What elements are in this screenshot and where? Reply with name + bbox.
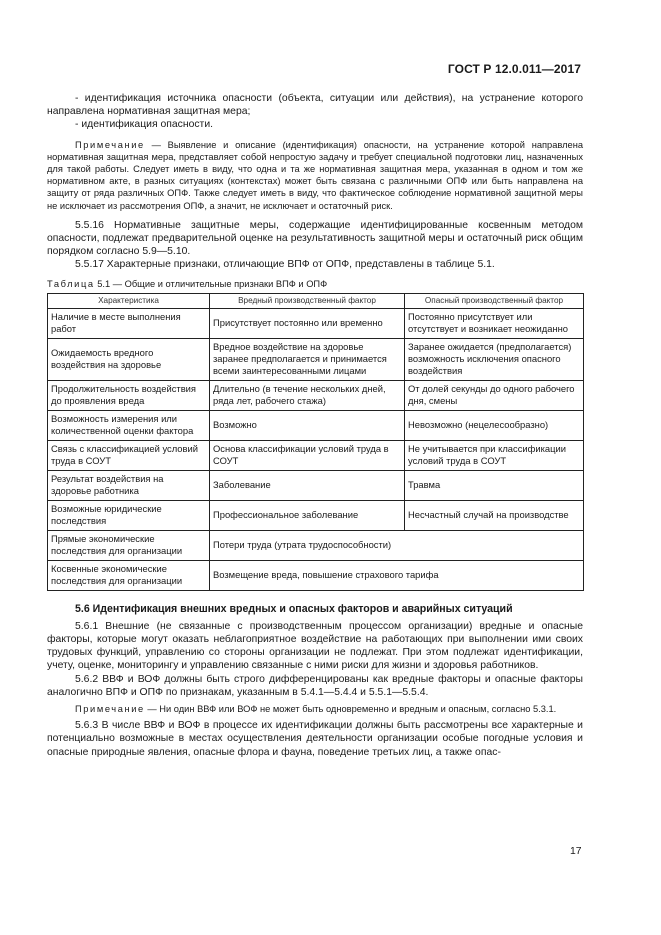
comparison-table [47, 293, 584, 591]
table-caption-text: 5.1 — Общие и отличительные признаки ВПФ и ОПФ [94, 278, 328, 289]
table-cell: Длительно (в течение нескольких дней, ряда лет, рабочего стажа) [210, 380, 405, 410]
note-label: Примечание [75, 139, 145, 150]
table-cell: Возможно [210, 410, 405, 440]
paragraph-5-6-3: 5.6.3 В числе ВВФ и ВОФ в процессе их идентификации должны быть рассмотрены все характерные и потенциально возможные в местах осуществления деятельности организации особые погодные условия и опасные природные явления, опасные флора и фауна, поведение третьих лиц, а также опас- [47, 720, 583, 758]
table-cell: Результат воздействия на здоровье работника [48, 470, 210, 500]
table-caption [47, 279, 583, 289]
table-row [48, 380, 584, 410]
note-label: Примечание [75, 704, 145, 715]
table-cell: Не учитывается при классификации условий труда в СОУТ [405, 440, 584, 470]
table-cell: Травма [405, 470, 584, 500]
column-header-characteristic: Характеристика [48, 293, 210, 308]
table-cell: Прямые экономические последствия для организации [48, 530, 210, 560]
table-cell: Возможные юридические последствия [48, 500, 210, 530]
table-cell: Невозможно (нецелесообразно) [405, 410, 584, 440]
paragraph-5-6-1: 5.6.1 Внешние (не связанные с производственным процессом организации) вредные и опасные факторы, которые могут оказать неблагоприятное воздействие на работающих при выполнении ими своих трудовых функций, управлению со стороны организации не подлежат. При этом подлежат идентификации, учету, оценке, мониторингу и управлению связанные с ними риски для жизни и здоровья работников. [47, 620, 583, 672]
table-caption-label: Таблица [47, 278, 95, 289]
table-row [48, 338, 584, 380]
table-cell-merged: Возмещение вреда, повышение страхового тарифа [210, 560, 584, 590]
table-cell: Несчастный случай на производстве [405, 500, 584, 530]
column-header-harmful-factor: Вредный производственный фактор [210, 293, 405, 308]
table-cell: Ожидаемость вредного воздействия на здоровье [48, 338, 210, 380]
paragraph-5-5-16: 5.5.16 Нормативные защитные меры, содержащие идентифицированные косвенным методом опасности, подлежат предварительной оценке на результативность защитной меры и остаточный риск общим порядком согласно 5.9—5.10. [47, 219, 583, 258]
table-row [48, 410, 584, 440]
paragraph-5-6-2: 5.6.2 ВВФ и ВОФ должны быть строго дифференцированы как вредные факторы и опасные факторы аналогично ВПФ и ОПФ по признакам, указанным в 5.4.1—5.4.4 и 5.5.1—5.5.4. [47, 673, 583, 698]
list-item-hazard: - идентификация опасности. [75, 119, 214, 131]
table-row [48, 308, 584, 338]
table-header-row [48, 293, 584, 308]
column-header-dangerous-factor: Опасный производственный фактор [405, 293, 584, 308]
table-cell: Наличие в месте выполнения работ [48, 308, 210, 338]
table-cell: Косвенные экономические последствия для организации [48, 560, 210, 590]
table-cell: Связь с классификацией условий труда в СОУТ [48, 440, 210, 470]
table-cell: Постоянно присутствует или отсутствует и возникает неожиданно [405, 308, 584, 338]
section-heading-5-6: 5.6 Идентификация внешних вредных и опасных факторов и аварийных ситуаций [75, 602, 513, 615]
table-cell: Вредное воздействие на здоровье заранее предполагается и принимается всеми заинтересованными лицами [210, 338, 405, 380]
table-cell: Основа классификации условий труда в СОУТ [210, 440, 405, 470]
table-cell: Возможность измерения или количественной оценки фактора [48, 410, 210, 440]
page-content [47, 92, 583, 759]
table-cell-merged: Потери труда (утрата трудоспособности) [210, 530, 584, 560]
document-code-header: ГОСТ Р 12.0.011—2017 [447, 62, 581, 76]
note-paragraph-2 [47, 703, 583, 715]
table-cell: Продолжительность воздействия до проявления вреда [48, 380, 210, 410]
table-row [48, 440, 584, 470]
table-row-merged [48, 530, 584, 560]
page-number: 17 [570, 846, 582, 857]
table-cell: Профессиональное заболевание [210, 500, 405, 530]
table-cell: Заболевание [210, 470, 405, 500]
table-cell: Заранее ожидается (предполагается) возможность исключения опасного воздействия [405, 338, 584, 380]
table-row [48, 500, 584, 530]
table-cell: От долей секунды до одного рабочего дня, смены [405, 380, 584, 410]
note-text: — Выявление и описание (идентификация) опасности, на устранение которой направлена нормативная защитная мера, представляет собой непростую задачу и требует специальной подготовки лиц, назначенных для такой работы. Следует иметь в виду, что одна и та же нормативная защитная мера, указанная в одном и том же нормативном акте, в разных ситуациях (контекстах) может быть связана с различными ОПФ или быть направлена на защиту от ряда различных ОПФ. Также следует иметь в виду, что фактическое соблюдение нормативной защитной меры не исключает из рассмотрения ОПФ, а значит, не исключает и остаточный риск. [47, 139, 583, 211]
note-text: — Ни один ВВФ или ВОФ не может быть одновременно и вредным и опасным, согласно 5.3.1. [144, 704, 557, 715]
note-paragraph-1 [47, 139, 583, 212]
table-row-merged [48, 560, 584, 590]
list-item-hazard-source: - идентификация источника опасности (объекта, ситуации или действия), на устранение которого направлена нормативная защитная мера; [47, 93, 583, 118]
table-cell: Присутствует постоянно или временно [210, 308, 405, 338]
table-row [48, 470, 584, 500]
paragraph-5-5-17: 5.5.17 Характерные признаки, отличающие ВПФ от ОПФ, представлены в таблице 5.1. [75, 259, 495, 271]
